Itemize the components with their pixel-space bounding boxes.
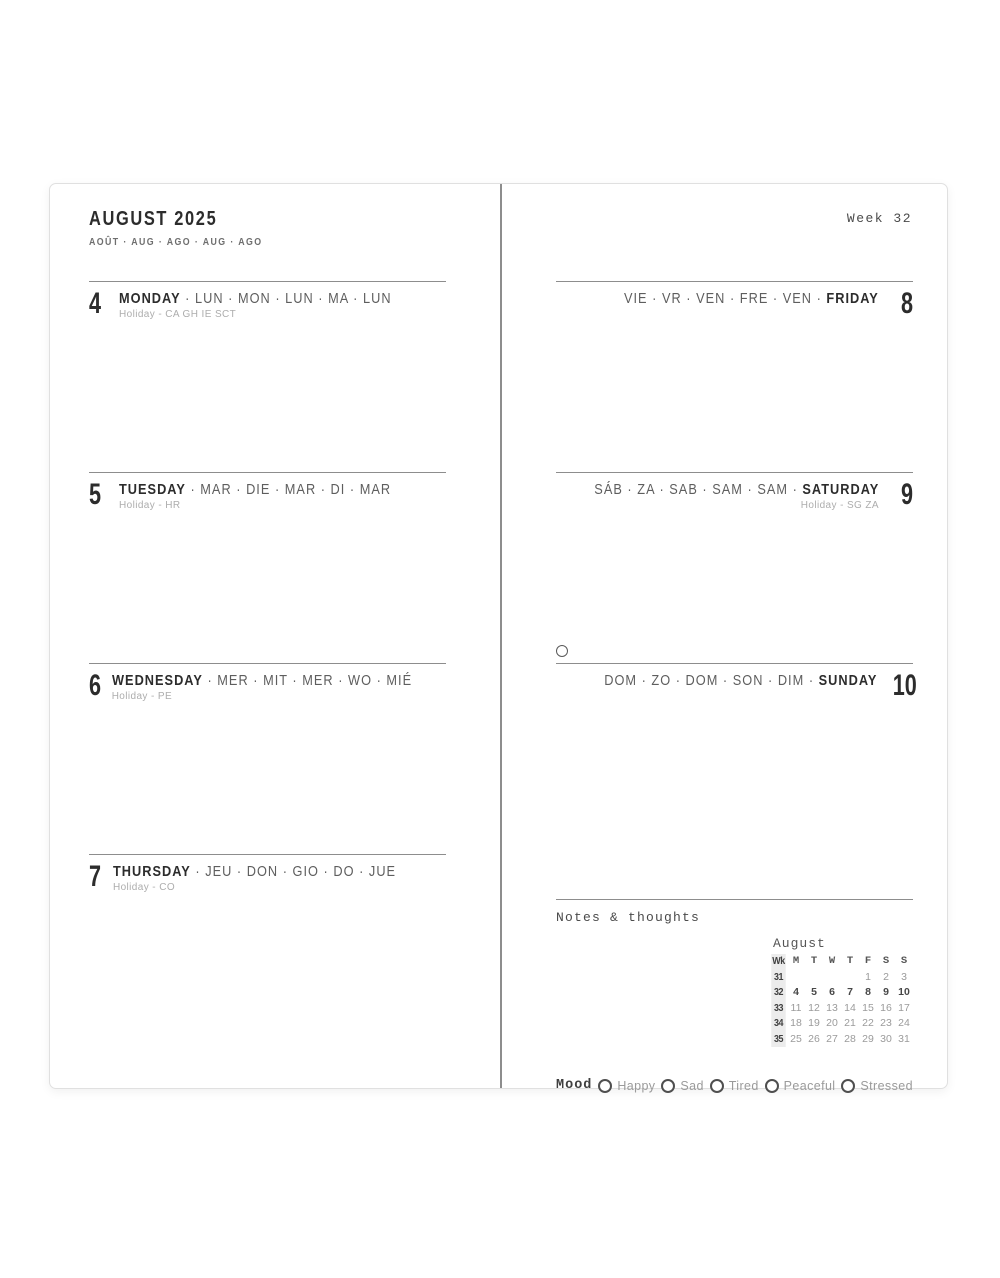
day-text-block (579, 290, 879, 307)
calendar-week-number: 35 (771, 1032, 785, 1048)
calendar-day-cell: 26 (808, 1032, 820, 1045)
calendar-day-cell: 6 (829, 986, 835, 998)
day-title (119, 290, 392, 307)
calendar-day-cell (823, 970, 841, 986)
calendar-day-cell (787, 970, 805, 986)
mood-label: Mood (556, 1078, 593, 1093)
calendar-day-cell: 8 (865, 986, 871, 998)
calendar-day-cell: 23 (880, 1017, 892, 1029)
day-name: MONDAY (119, 290, 181, 307)
calendar-day-cell: 16 (880, 1001, 892, 1014)
mood-option-label: Peaceful (783, 1078, 836, 1093)
calendar-day-cell: 10 (898, 986, 910, 998)
day-row-monday (89, 281, 446, 472)
day-number: 4 (89, 287, 102, 320)
calendar-day-cell: 25 (790, 1032, 802, 1045)
holiday-note: Holiday - PE (111, 691, 173, 702)
center-page-divider (500, 184, 502, 1088)
calendar-day-cell: 17 (898, 1001, 910, 1014)
calendar-day-cell: 7 (847, 986, 853, 998)
day-row-thursday (89, 854, 446, 1090)
day-title (594, 481, 879, 498)
day-translations: · MER · MIT · MER · WO · MIÉ (202, 672, 412, 689)
holiday-note: Holiday - HR (119, 500, 181, 511)
calendar-day-cell: 11 (790, 1001, 802, 1014)
day-row-wednesday (89, 663, 446, 854)
mood-option-label: Tired (728, 1078, 759, 1093)
day-text-block (544, 481, 879, 511)
day-title (604, 672, 877, 689)
page-subtitle: AOÛT · AUG · AGO · AUG · AGO (89, 237, 263, 248)
calendar-day-cell: 30 (880, 1032, 892, 1045)
day-number: 8 (900, 287, 913, 320)
day-title (113, 863, 396, 880)
calendar-day-cell: 15 (862, 1001, 874, 1014)
calendar-weekday-header: M (792, 955, 800, 967)
mood-radio-icon[interactable] (710, 1079, 724, 1093)
calendar-week-number: 34 (771, 1016, 785, 1032)
mood-option-stressed[interactable] (841, 1079, 913, 1093)
calendar-day-cell: 4 (793, 986, 799, 998)
right-page-days (556, 281, 918, 1135)
day-title (119, 481, 391, 498)
mood-option-sad[interactable] (661, 1079, 703, 1093)
notes-section (556, 899, 913, 1135)
mood-radio-icon[interactable] (598, 1079, 612, 1093)
day-number: 9 (900, 478, 913, 511)
left-page-days (89, 281, 446, 1090)
month-header (89, 208, 286, 248)
day-translations: DOM · ZO · DOM · SON · DIM · (604, 672, 819, 689)
calendar-weekday-header: S (882, 955, 890, 967)
page-title: AUGUST 2025 (89, 208, 218, 230)
day-translations: · JEU · DON · GIO · DO · JUE (190, 863, 397, 880)
day-row-sunday (556, 663, 918, 899)
mood-radio-icon[interactable] (765, 1079, 779, 1093)
calendar-day-cell: 21 (844, 1017, 856, 1029)
day-text-block (113, 863, 446, 893)
day-translations: SÁB · ZA · SAB · SAM · SAM · (593, 481, 803, 498)
day-name: SUNDAY (818, 672, 878, 689)
calendar-day-cell: 22 (862, 1017, 874, 1029)
day-title (112, 672, 412, 689)
calendar-weekday-header: S (900, 955, 908, 967)
day-translations: · LUN · MON · LUN · MA · LUN (180, 290, 392, 307)
mood-option-label: Stressed (860, 1078, 913, 1093)
mood-option-label: Happy (617, 1078, 656, 1093)
calendar-day-cell: 28 (844, 1032, 856, 1045)
calendar-day-cell: 31 (898, 1032, 910, 1045)
planner-spread (49, 183, 948, 1093)
calendar-day-cell (841, 970, 859, 986)
day-row-friday (556, 281, 913, 472)
mood-option-peaceful[interactable] (765, 1079, 836, 1093)
calendar-day-cell: 27 (826, 1032, 838, 1045)
calendar-week-header: Wk (771, 954, 785, 970)
mini-calendar-month: August (773, 936, 826, 951)
day-row-saturday (556, 472, 913, 663)
holiday-note: Holiday - CA GH IE SCT (119, 309, 237, 320)
day-title (624, 290, 879, 307)
calendar-day-cell: 19 (808, 1017, 820, 1029)
calendar-day-cell: 9 (883, 986, 889, 998)
day-number: 7 (89, 860, 102, 893)
day-name: THURSDAY (112, 863, 191, 880)
calendar-weekday-header: T (810, 955, 818, 967)
day-text-block (112, 672, 465, 702)
mood-radio-icon[interactable] (841, 1079, 855, 1093)
day-name: TUESDAY (119, 481, 186, 498)
mini-calendar-grid (770, 954, 913, 1047)
day-text-block (119, 481, 439, 511)
calendar-week-number: 32 (771, 985, 785, 1001)
calendar-day-cell: 12 (808, 1001, 820, 1014)
mood-option-label: Sad (680, 1078, 704, 1093)
calendar-weekday-header: F (864, 955, 872, 967)
calendar-day-cell: 1 (865, 970, 871, 983)
day-text-block (119, 290, 440, 320)
holiday-note: Holiday - SG ZA (800, 500, 879, 511)
day-text-block (556, 672, 877, 689)
day-name: SATURDAY (802, 481, 879, 498)
calendar-weekday-header: W (828, 955, 836, 967)
week-number-label: Week 32 (846, 211, 912, 226)
moon-phase-icon (556, 645, 568, 657)
day-translations: VIE · VR · VEN · FRE · VEN · (624, 290, 827, 307)
mood-tracker (556, 1078, 913, 1093)
calendar-day-cell: 3 (901, 970, 907, 983)
day-name: FRIDAY (826, 290, 879, 307)
day-row-tuesday (89, 472, 446, 663)
calendar-day-cell: 29 (862, 1032, 874, 1045)
calendar-day-cell: 20 (826, 1017, 838, 1029)
day-number: 6 (89, 669, 102, 702)
mood-radio-icon[interactable] (661, 1079, 675, 1093)
day-number: 10 (893, 669, 918, 702)
calendar-day-cell: 24 (898, 1017, 910, 1029)
calendar-week-number: 31 (771, 970, 785, 986)
calendar-weekday-header: T (846, 955, 854, 967)
holiday-note: Holiday - CO (112, 882, 176, 893)
day-number: 5 (89, 478, 102, 511)
mood-option-happy[interactable] (598, 1079, 655, 1093)
calendar-day-cell (805, 970, 823, 986)
day-name: WEDNESDAY (111, 672, 203, 689)
calendar-day-cell: 18 (790, 1017, 802, 1029)
day-translations: · MAR · DIE · MAR · DI · MAR (185, 481, 392, 498)
calendar-day-cell: 13 (826, 1001, 838, 1014)
mood-option-tired[interactable] (710, 1079, 759, 1093)
calendar-day-cell: 14 (844, 1001, 856, 1014)
calendar-day-cell: 2 (883, 970, 889, 983)
notes-label: Notes & thoughts (556, 910, 701, 925)
calendar-day-cell: 5 (811, 986, 817, 998)
calendar-week-number: 33 (771, 1001, 785, 1017)
mini-calendar (770, 936, 913, 1047)
